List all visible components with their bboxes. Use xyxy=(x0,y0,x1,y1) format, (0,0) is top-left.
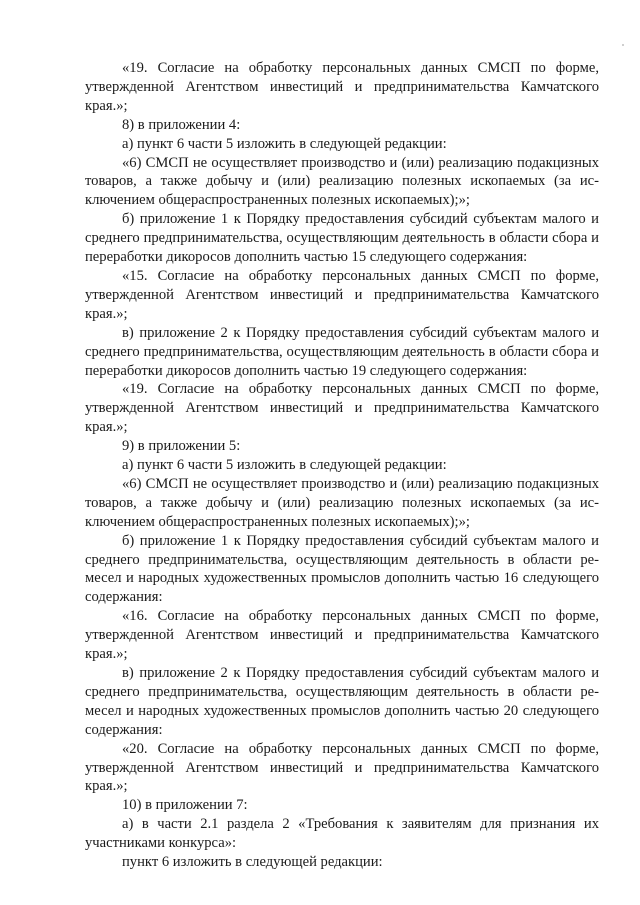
paragraph-6: «15. Согласие на обработку персональных данных СМСП по форме, утвержденной Агентством инвестиций и предпринимательства Камчатского края.»; xyxy=(85,267,599,322)
paragraph-12: б) приложение 1 к Порядку предоставления субсидий субъектам малого и среднего предпринимательства, осуществляющим деятельность в области ремесел и народных художественных промыслов дополнить частью 16 следующего содержания: xyxy=(85,532,599,606)
paragraph-7: в) приложение 2 к Порядку предоставления субсидий субъектам малого и среднего предпринимательства, осуществляющим деятельность в области сбора и переработки дикоросов дополнить частью 19 следующего содержания: xyxy=(85,324,599,379)
paragraph-10: а) пункт 6 части 5 изложить в следующей редакции: xyxy=(122,457,447,474)
paragraph-3: а) пункт 6 части 5 изложить в следующей редакции: xyxy=(122,135,447,152)
paragraph-2: 8) в приложении 4: xyxy=(122,116,241,133)
scan-mark xyxy=(622,44,624,46)
paragraph-15: «20. Согласие на обработку персональных данных СМСП по форме, утвержденной Агентством инвестиций и предпринимательства Камчатского края.»; xyxy=(85,740,599,795)
paragraph-8: «19. Согласие на обработку персональных данных СМСП по форме, утвержденной Агентством инвестиций и предпринимательства Камчатского края.»; xyxy=(85,381,599,436)
paragraph-14: в) приложение 2 к Порядку предоставления субсидий субъектам малого и среднего предпринимательства, осуществляющим деятельность в области ремесел и народных художественных промыслов дополнить частью 20 следующего содержания: xyxy=(85,665,599,738)
document-body xyxy=(85,59,599,872)
paragraph-13: «16. Согласие на обработку персональных данных СМСП по форме, утвержденной Агентством инвестиций и предпринимательства Камчатского края.»; xyxy=(85,608,599,663)
paragraph-4: «6) СМСП не осуществляет производство и (или) реализацию подакцизных товаров, а также добычу и (или) реализацию полезных ископаемых (за исключением общераспространенных полезных ископаемых);»; xyxy=(85,154,599,209)
paragraph-16: 10) в приложении 7: xyxy=(122,797,248,814)
paragraph-17: а) в части 2.1 раздела 2 «Требования к заявителям для признания их участниками конкурса»: xyxy=(85,816,599,852)
paragraph-18: пункт 6 изложить в следующей редакции: xyxy=(122,854,383,871)
paragraph-9: 9) в приложении 5: xyxy=(122,438,241,455)
paragraph-11: «6) СМСП не осуществляет производство и (или) реализацию подакцизных товаров, а также добычу и (или) реализацию полезных ископаемых (за исключением общераспространенных полезных ископаемых);»; xyxy=(85,475,599,530)
paragraph-5: б) приложение 1 к Порядку предоставления субсидий субъектам малого и среднего предпринимательства, осуществляющим деятельность в области сбора и переработки дикоросов дополнить частью 15 следующего содержания: xyxy=(85,211,599,266)
paragraph-1: «19. Согласие на обработку персональных данных СМСП по форме, утвержденной Агентством инвестиций и предпринимательства Камчатского края.»; xyxy=(85,60,599,114)
